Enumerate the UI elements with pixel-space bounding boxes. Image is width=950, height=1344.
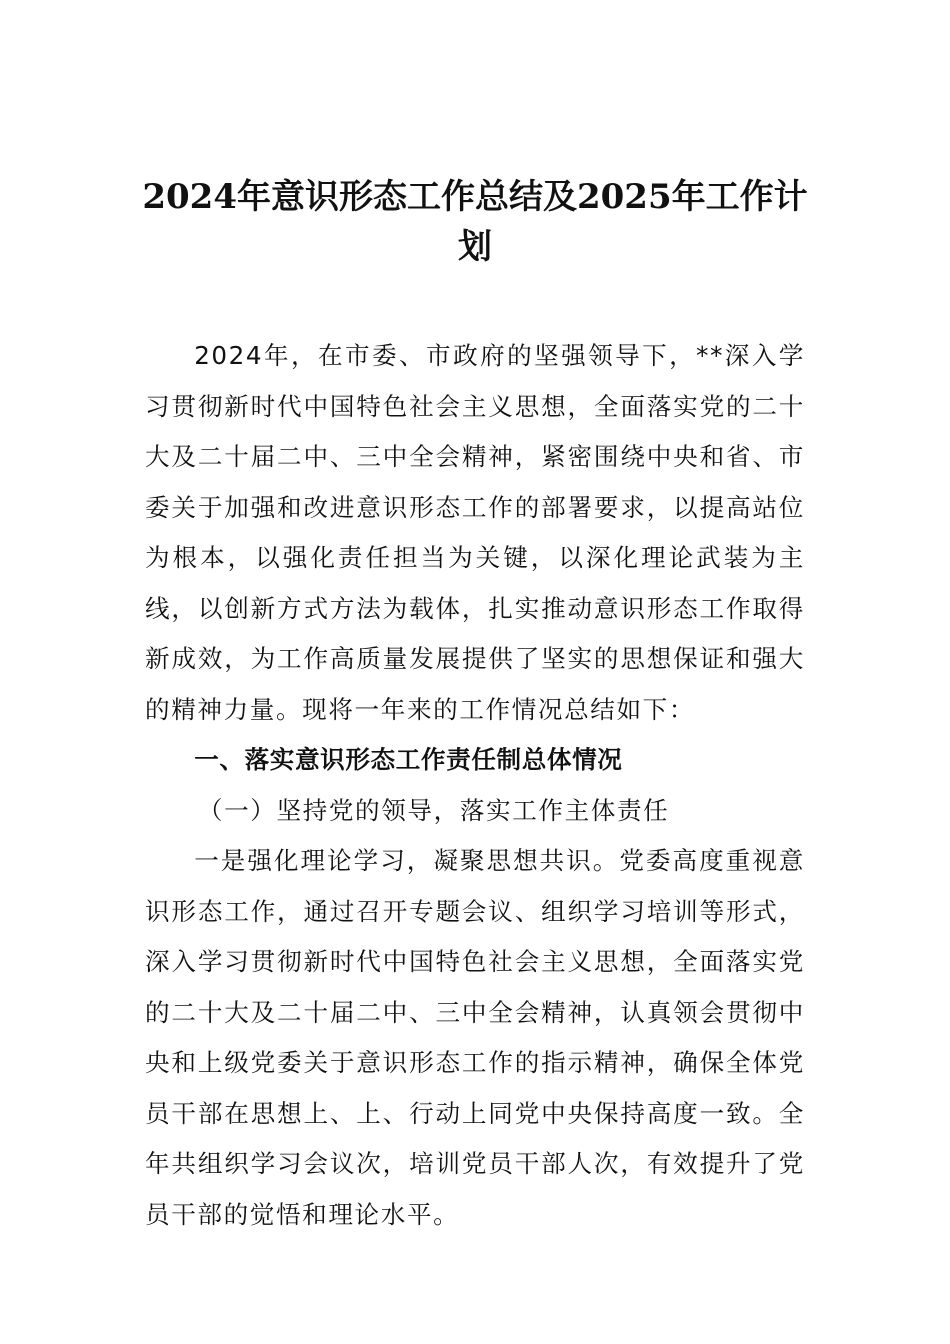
section-heading: 一、落实意识形态工作责任制总体情况 (194, 745, 623, 774)
intro-paragraph: 2024年，在市委、市政府的坚强领导下，**深入学习贯彻新时代中国特色社会主义思想，全面落实党的二十大及二十届二中、三中全会精神，紧密围绕中央和省、市委关于加强和改进意识形态工作的部署要求，以提高站位为根本，以强化责任担当为关键，以深化理论武装为主线，以创新方式方法为载体，扎实推动意识形态工作取得新成效，为工作高质量发展提供了坚实的思想保证和强大的精神力量。现将一年来的工作情况总结如下： (145, 341, 805, 724)
subsection-heading: （一）坚持党的领导，落实工作主体责任 (197, 795, 670, 825)
document-body (145, 331, 805, 1240)
document-title: 2024年意识形态工作总结及2025年工作计划 (142, 177, 808, 267)
subsection-paragraph: 一是强化理论学习，凝聚思想共识。党委高度重视意识形态工作，通过召开专题会议、组织学习培训等形式，深入学习贯彻新时代中国特色社会主义思想，全面落实党的二十大及二十届二中、三中全会精神，认真领会贯彻中央和上级党委关于意识形态工作的指示精神，确保全体党员干部在思想上、上、行动上同党中央保持高度一致。全年共组织学习会议次，培训党员干部人次，有效提升了党员干部的觉悟和理论水平。 (145, 846, 805, 1229)
